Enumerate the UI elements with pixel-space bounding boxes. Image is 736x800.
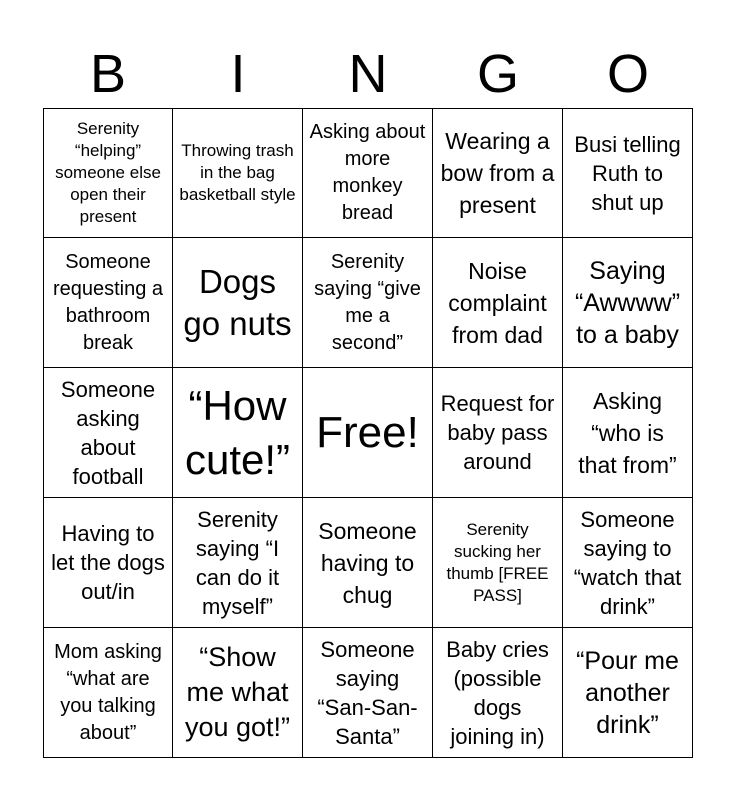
cell-text: Mom asking “what are you talking about” [54, 640, 162, 744]
bingo-cell[interactable] [303, 238, 433, 368]
free-space-text: Free! [316, 407, 419, 457]
cell-text: Asking about more monkey bread [309, 121, 426, 224]
cell-text: Serenity sucking her thumb [FREE PASS] [446, 519, 549, 605]
bingo-cell[interactable] [563, 108, 693, 238]
cell-text: “Pour me another drink” [576, 646, 679, 739]
bingo-cell[interactable] [303, 108, 433, 238]
bingo-cell[interactable] [563, 628, 693, 758]
bingo-cell[interactable] [173, 368, 303, 498]
cell-text: Request for baby pass around [440, 391, 555, 474]
bingo-cell[interactable] [433, 108, 563, 238]
bingo-cell[interactable] [563, 368, 693, 498]
cell-text: Having to let the dogs out/in [51, 521, 165, 604]
bingo-cell[interactable] [563, 238, 693, 368]
bingo-board [43, 108, 693, 758]
bingo-cell[interactable] [303, 498, 433, 628]
cell-text: Someone having to chug [318, 517, 417, 608]
bingo-cell[interactable] [173, 498, 303, 628]
cell-text: Baby cries (possible dogs joining in) [446, 636, 549, 749]
bingo-cell[interactable] [433, 368, 563, 498]
cell-text: Someone requesting a bathroom break [52, 250, 164, 354]
bingo-cell[interactable] [43, 498, 173, 628]
cell-text: Dogs go nuts [183, 262, 292, 342]
cell-text: Serenity saying “give me a second” [314, 250, 421, 354]
cell-text: Noise complaint from dad [448, 257, 547, 348]
cell-text: Someone saying to “watch that drink” [573, 506, 682, 619]
header-letter-n: N [348, 44, 388, 104]
cell-text: Throwing trash in the bag basketball style [179, 141, 296, 204]
cell-text: “Show me what you got!” [184, 642, 291, 742]
header-letter-g: G [476, 44, 519, 104]
bingo-cell[interactable] [433, 498, 563, 628]
cell-text: Serenity “helping” someone else open their present [55, 119, 161, 226]
cell-text: “How cute!” [184, 381, 291, 483]
bingo-cell[interactable] [433, 628, 563, 758]
cell-text: Asking “who is that from” [578, 387, 677, 478]
cell-text: Serenity saying “I can do it myself” [195, 506, 280, 619]
bingo-cell[interactable] [303, 628, 433, 758]
cell-text: Someone asking about football [60, 376, 156, 489]
cell-text: Busi telling Ruth to shut up [574, 131, 681, 215]
bingo-header [43, 40, 693, 108]
cell-text: Wearing a bow from a present [440, 128, 555, 218]
cell-text: Someone saying “San-San-Santa” [317, 636, 418, 749]
bingo-cell[interactable] [43, 628, 173, 758]
bingo-cell[interactable] [43, 108, 173, 238]
header-letter-o: O [606, 44, 649, 104]
bingo-cell[interactable] [173, 108, 303, 238]
bingo-cell[interactable] [173, 628, 303, 758]
bingo-cell[interactable] [563, 498, 693, 628]
bingo-cell[interactable] [43, 368, 173, 498]
header-letter-i: I [230, 44, 246, 104]
header-letter-b: B [89, 44, 127, 104]
bingo-cell[interactable] [433, 238, 563, 368]
bingo-cell[interactable] [173, 238, 303, 368]
free-space-cell[interactable] [303, 368, 433, 498]
bingo-cell[interactable] [43, 238, 173, 368]
cell-text: Saying “Awwww” to a baby [574, 256, 681, 349]
